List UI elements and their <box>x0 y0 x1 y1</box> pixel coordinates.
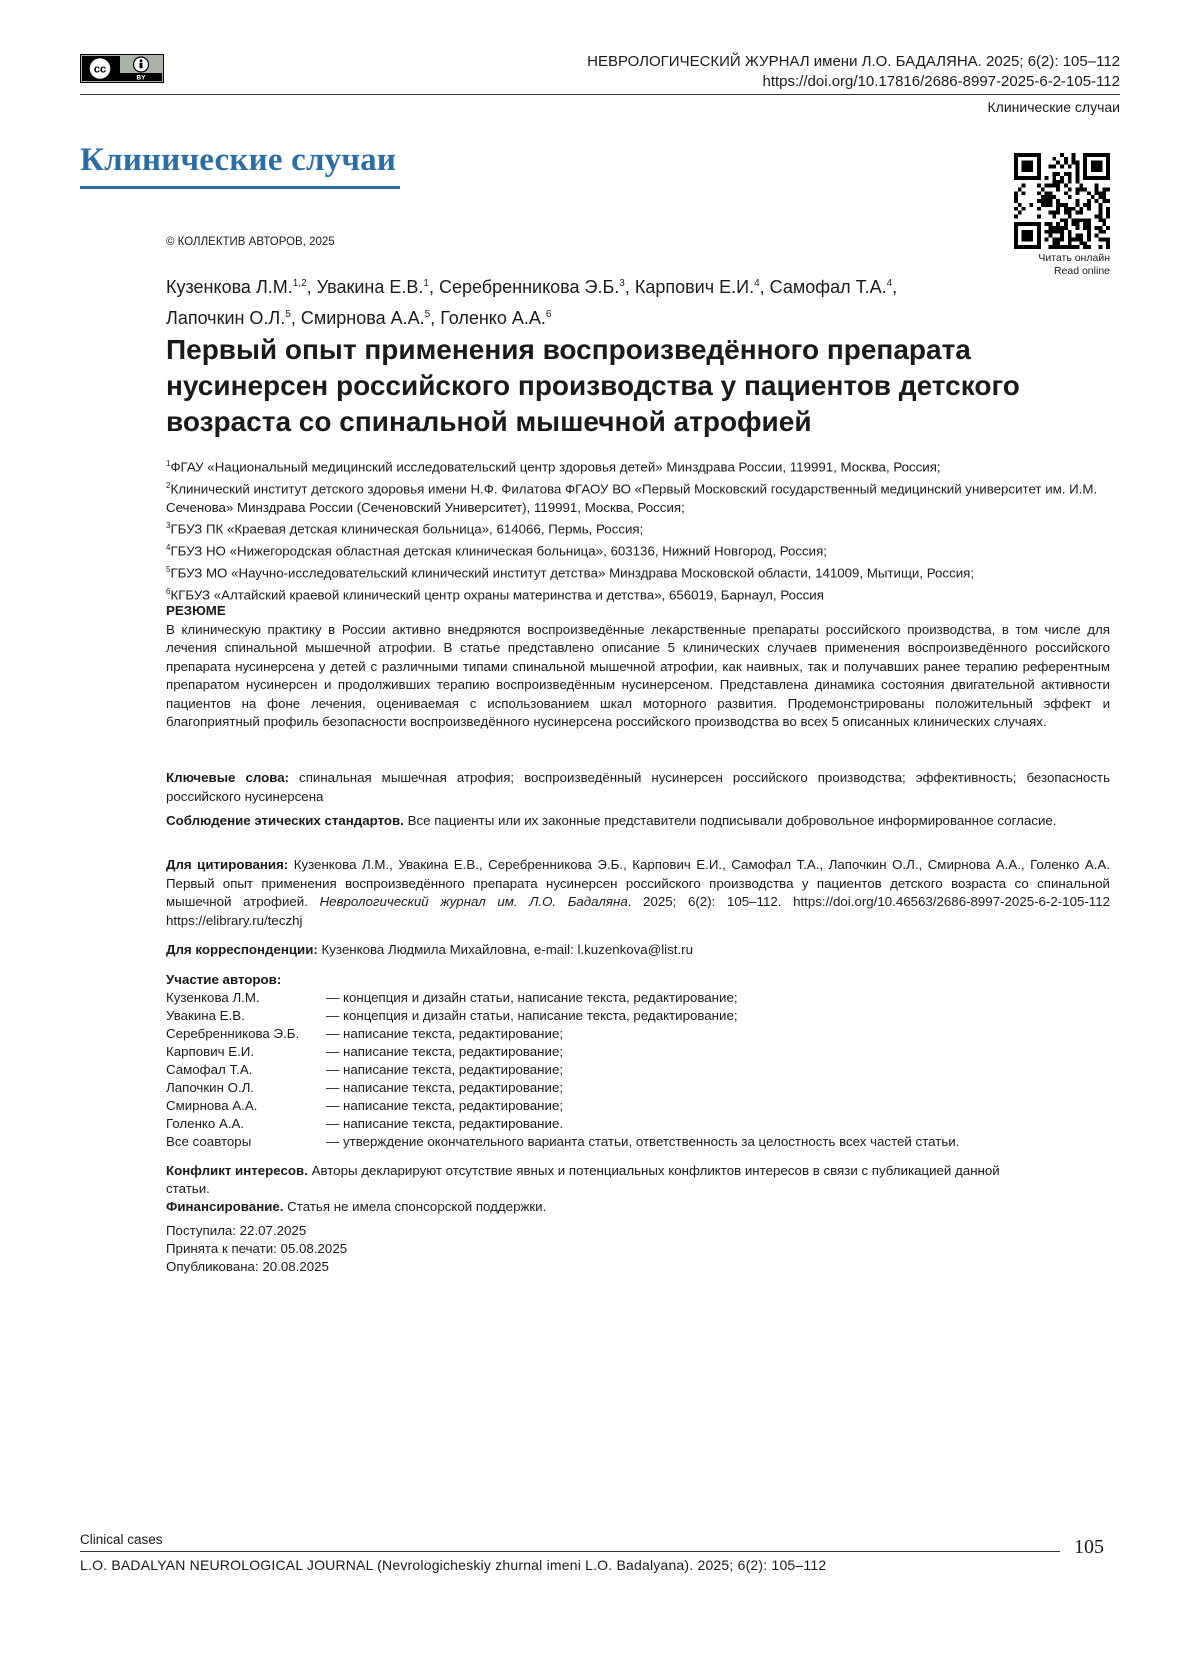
keywords-label: Ключевые слова: <box>166 770 290 785</box>
doi-link[interactable]: https://doi.org/10.17816/2686-8997-2025-6-2-105-112 <box>762 73 1120 90</box>
citation-tail: . 2025; 6(2): 105–112. https://doi.org/10.46563/2686-8997-2025-6-2-105-112 https://elibrary.ru/teczhj <box>166 894 1110 928</box>
by-label: BY <box>136 74 146 82</box>
affiliation-item: $^3$ГБУЗ ПК «Краевая детская клиническая больница», 614066, Пермь, Россия; <box>166 521 644 537</box>
contribution-row: Все соавторы — утверждение окончательного варианта статьи, ответственность за целостность всех частей статьи. <box>166 1134 960 1149</box>
date-received: Поступила: 22.07.2025 <box>166 1223 307 1238</box>
author: Смирнова А.А.$^5$, <box>300 308 441 328</box>
article-title: Первый опыт применения воспроизведённого препарата нусинерсен российского производства у пациентов детского возраста со спинальной мышечной атрофией <box>166 334 1020 437</box>
date-accepted: Принята к печати: 05.08.2025 <box>166 1241 348 1256</box>
section-title: Клинические случаи <box>80 142 397 178</box>
affiliation-item: $^5$ГБУЗ МО «Научно-исследовательский клинический институт детства» Минздрава Московской области, 141009, Мытищи, Россия; <box>166 565 975 581</box>
citation-block <box>166 856 1110 930</box>
page-number: 105 <box>1074 1536 1104 1558</box>
contribution-row: Лапочкин О.Л. — написание текста, редактирование; <box>166 1080 564 1095</box>
header-section-label: Клинические случаи <box>987 99 1120 115</box>
contribution-row: Увакина Е.В. — концепция и дизайн статьи, написание текста, редактирование; <box>166 1008 738 1023</box>
ethics-text: Все пациенты или их законные представители подписывали добровольное информированное согласие. <box>403 813 1057 828</box>
correspondence-label: Для корреспонденции: <box>166 942 318 957</box>
footer-journal-line: L.O. BADALYAN NEUROLOGICAL JOURNAL (Nevrologicheskiy zhurnal imeni L.O. Badalyana). 2025; 6(2): 105–112 <box>80 1557 827 1573</box>
correspondence <box>166 941 1110 960</box>
conflict-of-interest: Конфликт интересов. Авторы декларируют отсутствие явных и потенциальных конфликтов интересов в связи с публикацией данной статьи. <box>166 1163 1000 1196</box>
citation-label: Для цитирования: <box>166 857 289 872</box>
contribution-row: Серебренникова Э.Б. — написание текста, редактирование; <box>166 1026 564 1041</box>
ethics-label: Соблюдение этических стандартов. <box>166 813 404 828</box>
author-contributions <box>166 971 959 1151</box>
qr-code-icon[interactable] <box>1014 153 1110 249</box>
author: Голенко А.А.$^6$ <box>440 308 552 328</box>
author: Увакина Е.В.$^1$, <box>316 277 439 297</box>
author: Карпович Е.И.$^4$, <box>634 277 770 297</box>
qr-caption-en: Read online <box>1053 265 1110 277</box>
qr-caption-ru: Читать онлайн <box>1038 252 1110 264</box>
header-divider <box>80 94 1120 95</box>
author: Серебренникова Э.Б.$^3$, <box>438 277 635 297</box>
date-published: Опубликована: 20.08.2025 <box>166 1259 329 1274</box>
citation-text: Кузенкова Л.М., Увакина Е.В., Серебренникова Э.Б., Карпович Е.И., Самофал Т.А., Лапочкин О.Л., Смирнова А.А., Голенко А.А. Первый опыт применения воспроизведённого препарата нусинерсен российского производства у пациентов детского возраста со спинальной мышечной атрофией. <box>166 857 1110 909</box>
contributions-heading: Участие авторов: <box>166 972 282 987</box>
journal-citation-line: НЕВРОЛОГИЧЕСКИЙ ЖУРНАЛ имени Л.О. БАДАЛЯНА. 2025; 6(2): 105–112 <box>587 53 1120 70</box>
ethics-statement <box>166 812 1110 831</box>
affiliation-item: $^1$ФГАУ «Национальный медицинский исследовательский центр здоровья детей» Минздрава России, 119991, Москва, Россия; <box>166 459 941 475</box>
author: Лапочкин О.Л.$^5$, <box>166 308 301 328</box>
copyright-notice: © КОЛЛЕКТИВ АВТОРОВ, 2025 <box>166 236 335 248</box>
abstract-text: В клиническую практику в России активно внедряются воспроизведённые лекарственные препараты российского производства, в том числе для лечения спинальной мышечной атрофии. В статье представлено описание 5 клинических случаев применения воспроизведённого российского препарата нусинерсена у детей с различными типами спинальной мышечной атрофии, как наивных, так и получавших ранее терапию референтным препаратом нусинерсен и продолживших терапию воспроизведённым нусинерсеном. Представлена динамика состояния двигательной активности пациентов на фоне лечения, оцениваемая с использованием шкал моторного развития. Продемонстрированы положительный эффект и благоприятный профиль безопасности воспроизведённого нусинерсена российского производства во всех 5 описанных клинических случаях. <box>166 621 1110 729</box>
author: Кузенкова Л.М.$^{1,2}$, <box>166 277 317 297</box>
cc-by-license-badge <box>80 54 164 83</box>
footer-section-label: Clinical cases <box>80 1532 163 1547</box>
author: Самофал Т.А.$^4$, <box>769 277 898 297</box>
abstract-heading: РЕЗЮМЕ <box>166 603 226 618</box>
footer-divider <box>80 1551 1060 1552</box>
author-list <box>166 270 1066 332</box>
contribution-row: Самофал Т.А. — написание текста, редактирование; <box>166 1062 564 1077</box>
abstract <box>166 602 1110 732</box>
contribution-row: Смирнова А.А. — написание текста, редактирование; <box>166 1098 564 1113</box>
contribution-row: Кузенкова Л.М. — концепция и дизайн статьи, написание текста, редактирование; <box>166 990 738 1005</box>
conflict-funding <box>166 1162 1036 1216</box>
contribution-row: Голенко А.А. — написание текста, редактирование. <box>166 1116 564 1131</box>
affiliation-list <box>166 455 1116 605</box>
correspondence-text: Кузенкова Людмила Михайловна, e-mail: l.kuzenkova@list.ru <box>317 942 693 957</box>
funding: Финансирование. Статья не имела спонсорской поддержки. <box>166 1199 547 1214</box>
article-dates <box>166 1222 347 1276</box>
keywords <box>166 769 1110 806</box>
keywords-text: спинальная мышечная атрофия; воспроизведённый нусинерсен российского производства; эффективность; безопасность российского нусинерсена <box>166 770 1110 804</box>
contribution-row: Карпович Е.И. — написание текста, редактирование; <box>166 1044 564 1059</box>
section-title-underline <box>80 186 400 189</box>
cc-label: cc <box>93 63 107 76</box>
affiliation-item: $^6$КГБУЗ «Алтайский краевой клинический центр охраны материнства и детства», 656019, Барнаул, Россия <box>166 587 824 603</box>
running-header <box>587 52 1120 92</box>
citation-journal: Неврологический журнал им. Л.О. Бадаляна <box>319 894 628 909</box>
affiliation-item: $^2$Клинический институт детского здоровья имени Н.Ф. Филатова ФГАОУ ВО «Первый Московский государственный медицинский университет им. И.М. Сеченова» Минздрава России (Сеченовский Университет), 119991, Москва, Россия; <box>166 480 1098 515</box>
affiliation-item: $^4$ГБУЗ НО «Нижегородская областная детская клиническая больница», 603136, Нижний Новгород, Россия; <box>166 543 828 559</box>
